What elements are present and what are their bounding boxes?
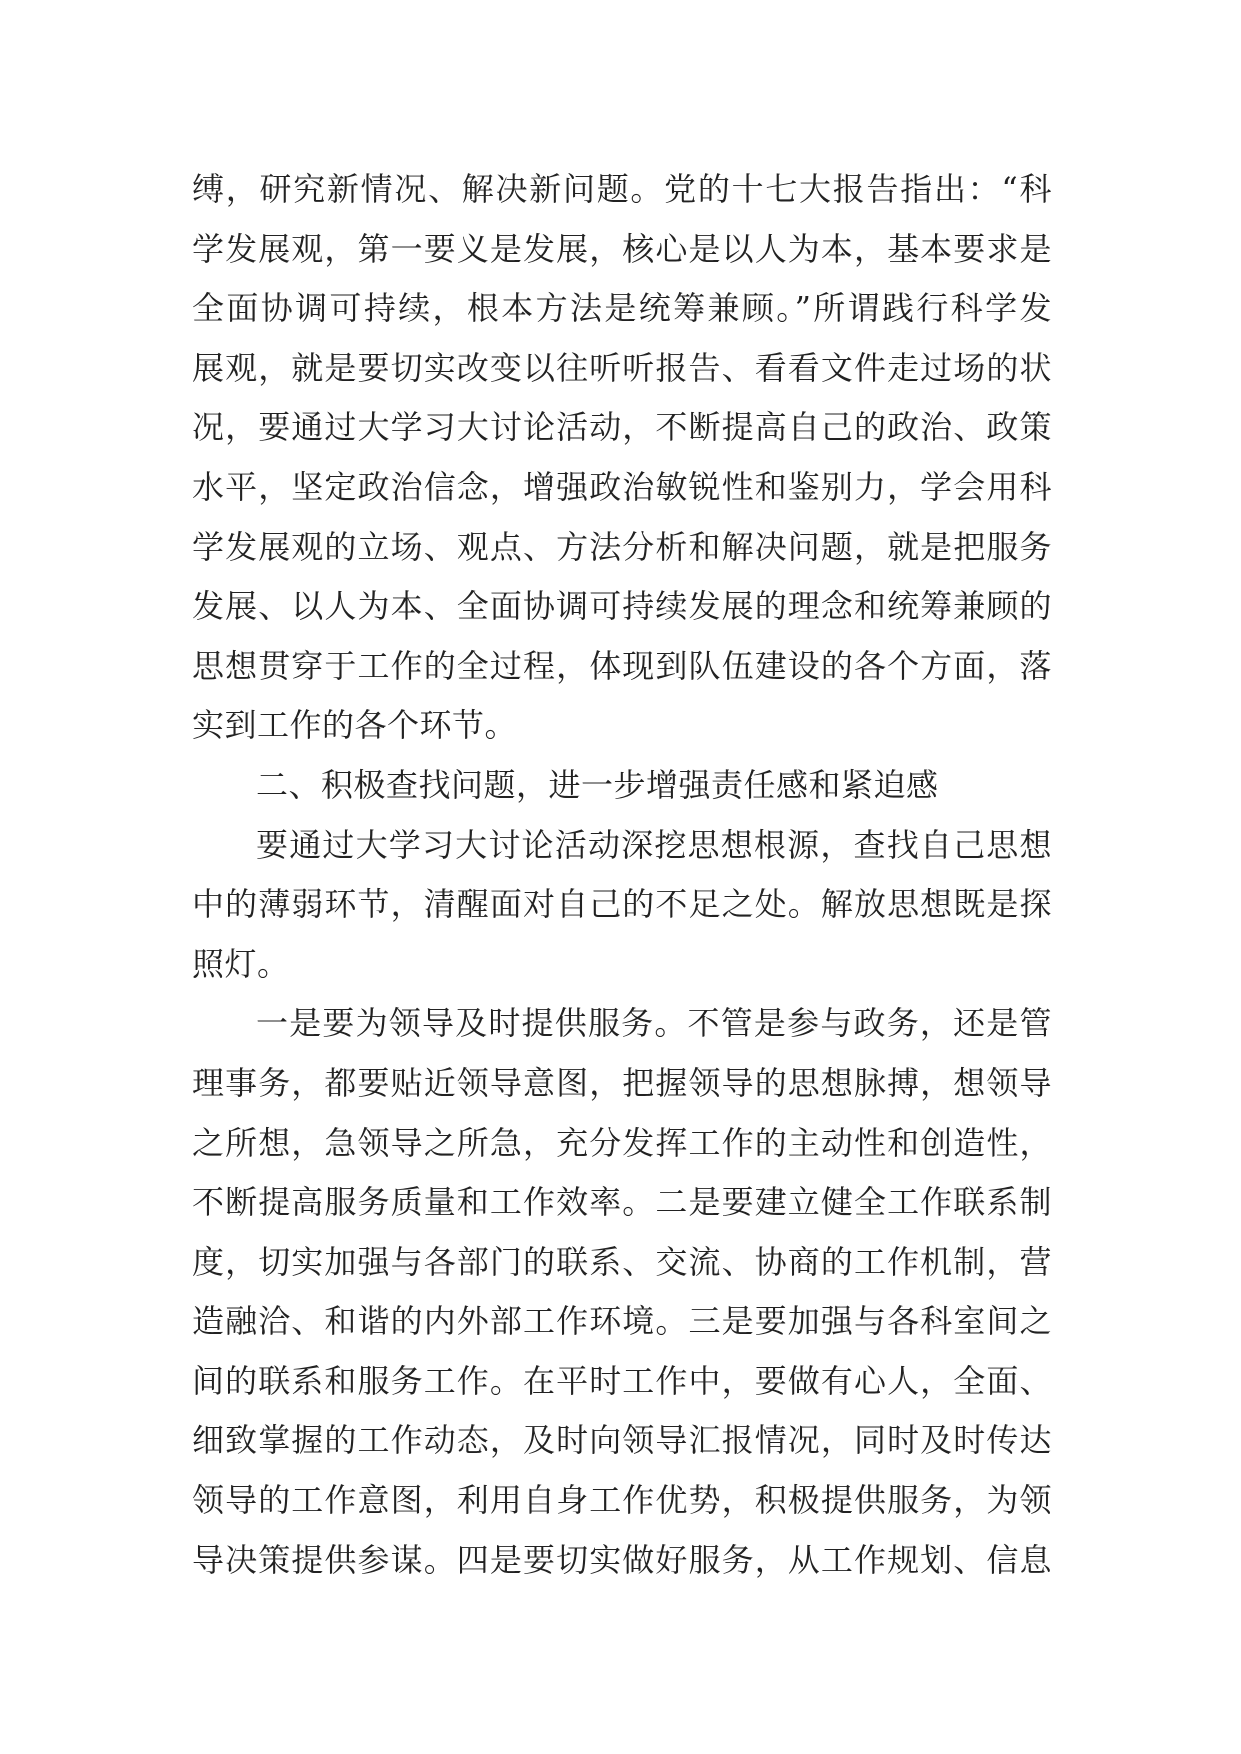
document-text-line: 缚，研究新情况、解决新问题。党的十七大报告指出：“科 bbox=[192, 170, 1052, 208]
document-text-line: 导决策提供参谋。四是要切实做好服务，从工作规划、信息 bbox=[192, 1540, 1052, 1579]
document-text-line: 一是要为领导及时提供服务。不管是参与政务，还是管 bbox=[256, 1004, 1052, 1043]
document-text-line: 思想贯穿于工作的全过程，体现到队伍建设的各个方面，落 bbox=[192, 646, 1052, 685]
document-text-line: 领导的工作意图，利用自身工作优势，积极提供服务，为领 bbox=[192, 1481, 1052, 1520]
document-text-line: 之所想，急领导之所急，充分发挥工作的主动性和创造性， bbox=[192, 1123, 1052, 1162]
document-text-line: 造融洽、和谐的内外部工作环境。三是要加强与各科室间之 bbox=[192, 1302, 1052, 1341]
document-text-line: 间的联系和服务工作。在平时工作中，要做有心人，全面、 bbox=[192, 1361, 1052, 1400]
document-text-line: 实到工作的各个环节。 bbox=[192, 706, 518, 745]
document-text-line: 度，切实加强与各部门的联系、交流、协商的工作机制，营 bbox=[192, 1242, 1052, 1281]
document-text-line: 学发展观的立场、观点、方法分析和解决问题，就是把服务 bbox=[192, 527, 1052, 566]
document-text-line: 中的薄弱环节，清醒面对自己的不足之处。解放思想既是探 bbox=[192, 885, 1052, 924]
document-text-line: 要通过大学习大讨论活动深挖思想根源，查找自己思想 bbox=[256, 825, 1052, 864]
document-text-line: 照灯。 bbox=[192, 944, 290, 983]
document-text-line: 况，要通过大学习大讨论活动，不断提高自己的政治、政策 bbox=[192, 408, 1052, 447]
document-text-line: 水平，坚定政治信念，增强政治敏锐性和鉴别力，学会用科 bbox=[192, 467, 1052, 506]
document-text-line: 二、积极查找问题，进一步增强责任感和紧迫感 bbox=[256, 765, 939, 804]
document-body bbox=[192, 160, 1052, 1590]
document-text-line: 不断提高服务质量和工作效率。二是要建立健全工作联系制 bbox=[192, 1183, 1052, 1222]
document-text-line: 学发展观，第一要义是发展，核心是以人为本，基本要求是 bbox=[192, 229, 1052, 268]
document-text-line: 细致掌握的工作动态，及时向领导汇报情况，同时及时传达 bbox=[192, 1421, 1052, 1460]
document-text-line: 全面协调可持续，根本方法是统筹兼顾。”所谓践行科学发 bbox=[192, 289, 1052, 328]
document-text-line: 展观，就是要切实改变以往听听报告、看看文件走过场的状 bbox=[192, 348, 1052, 387]
document-text-line: 发展、以人为本、全面协调可持续发展的理念和统筹兼顾的 bbox=[192, 587, 1052, 626]
document-text-line: 理事务，都要贴近领导意图，把握领导的思想脉搏，想领导 bbox=[192, 1063, 1052, 1102]
